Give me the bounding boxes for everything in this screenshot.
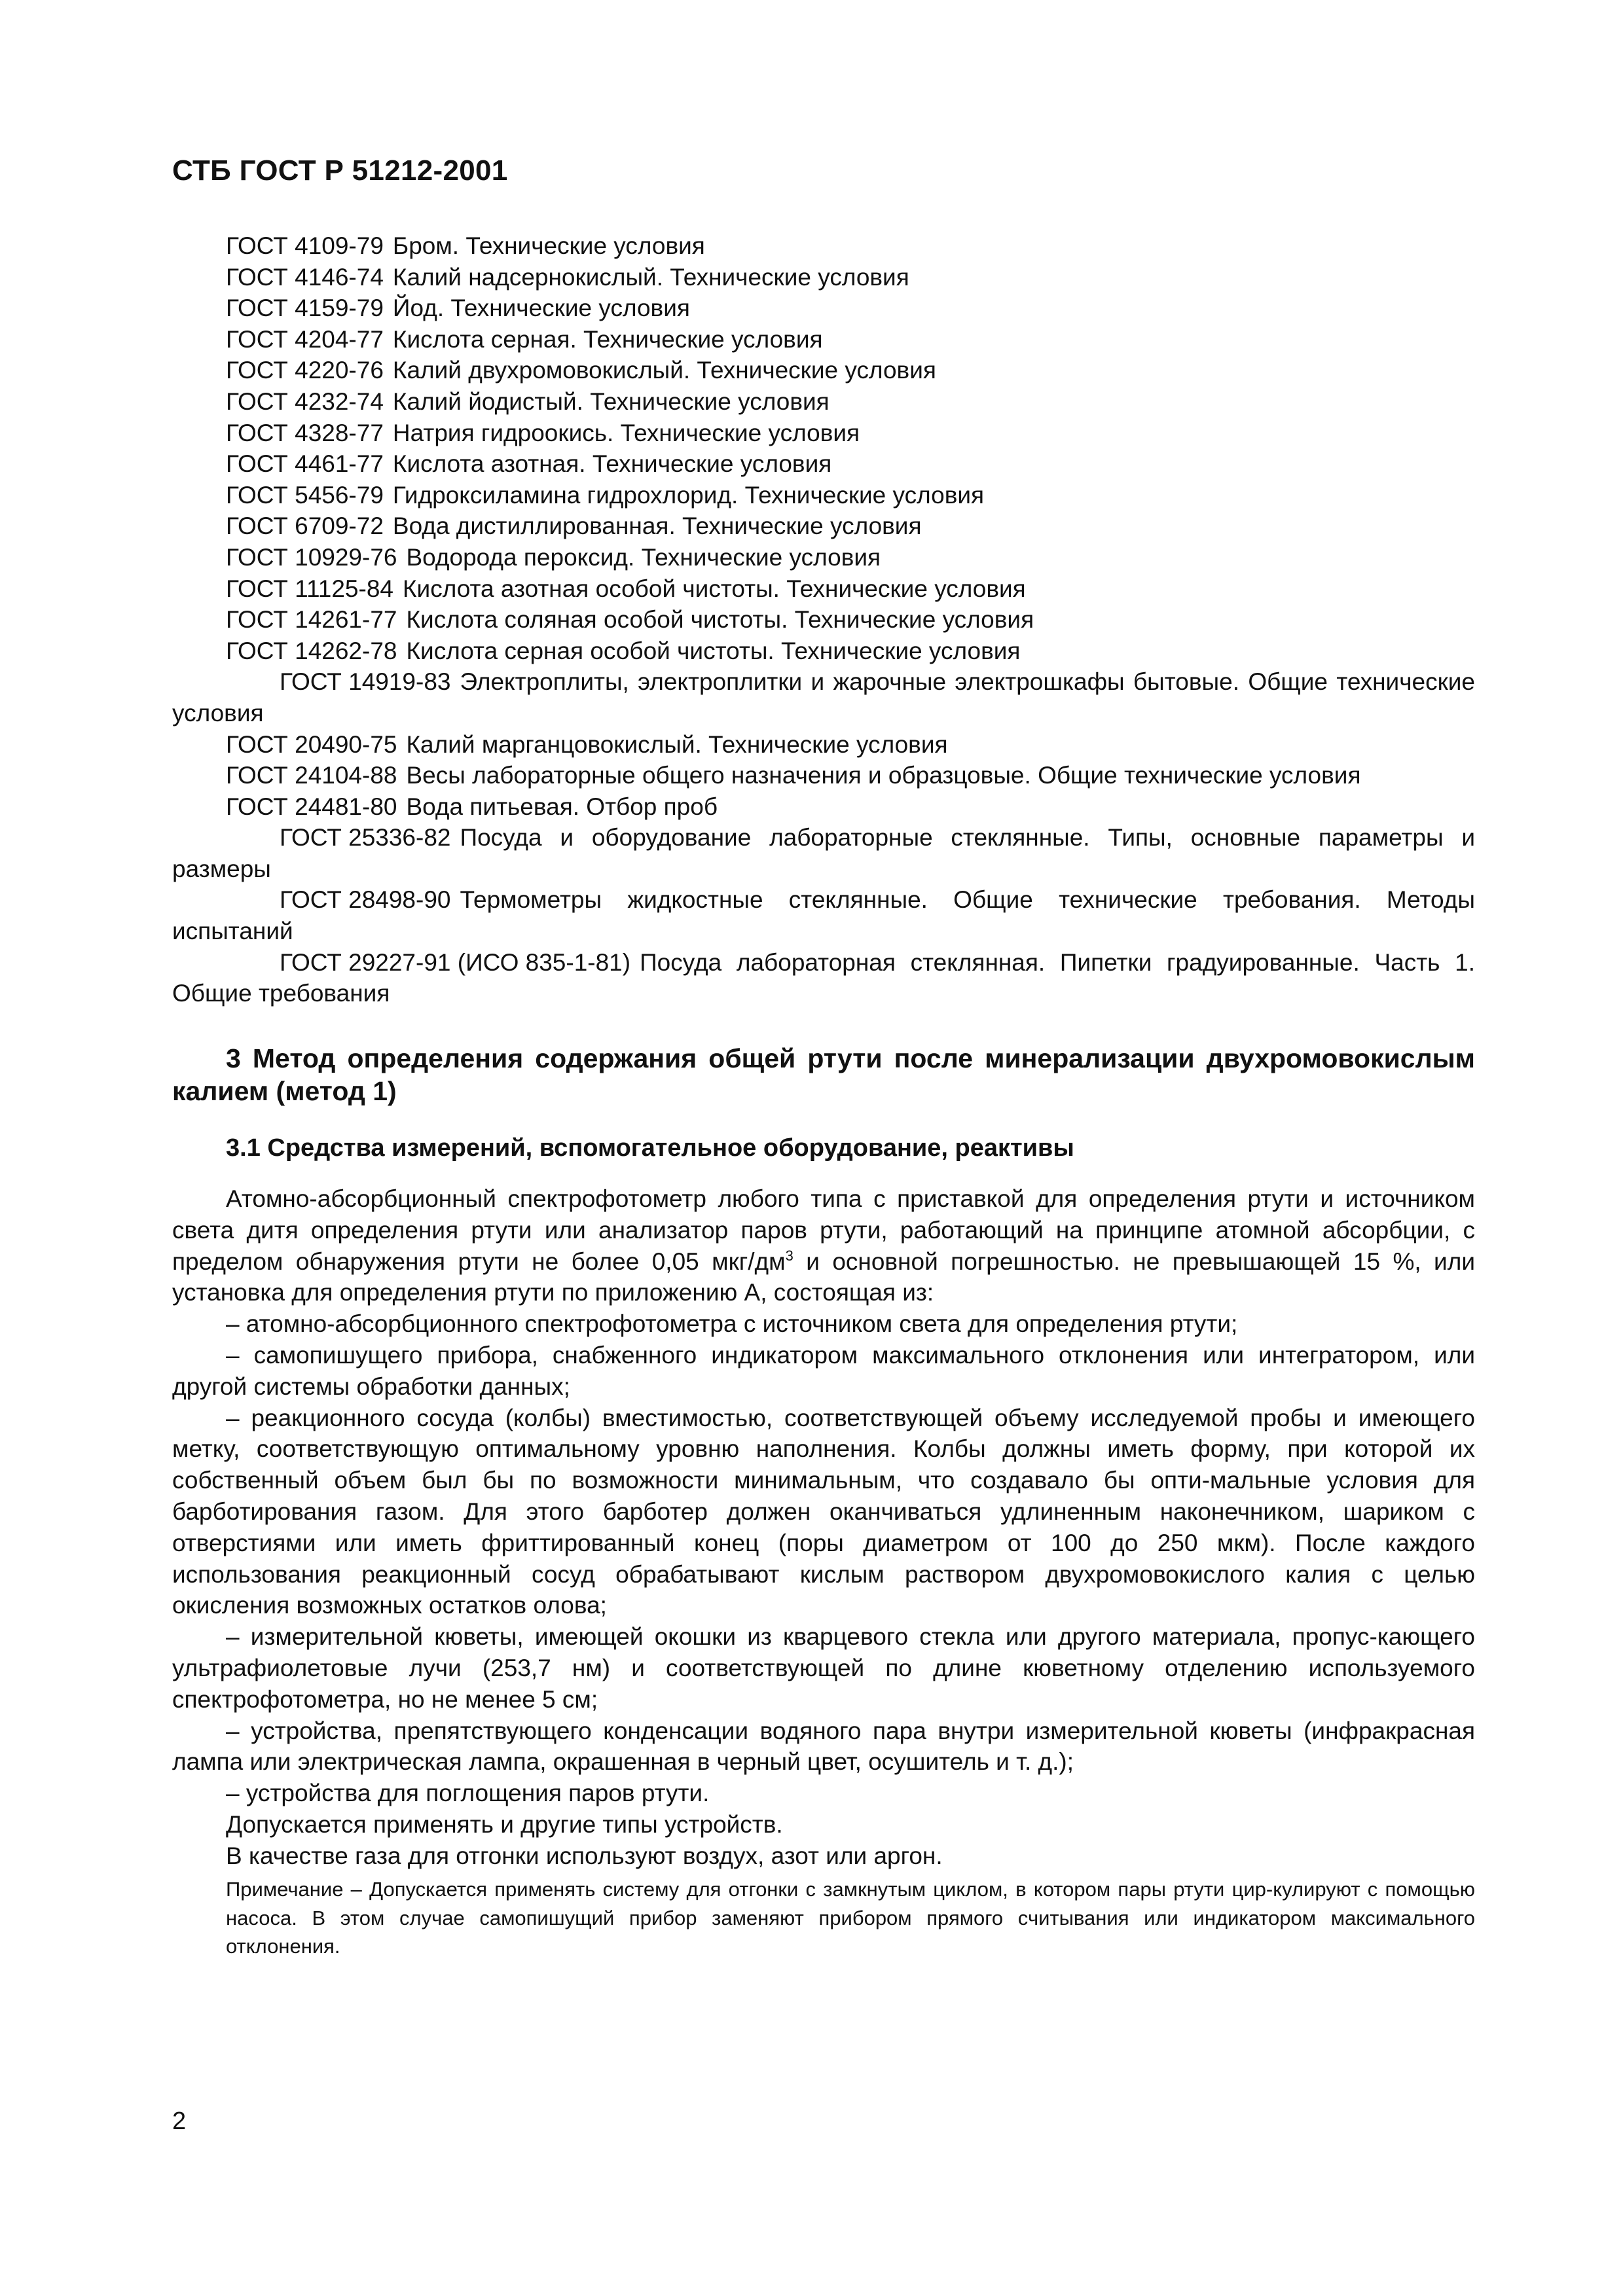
equipment-item: – устройства для поглощения паров ртути. (226, 1780, 710, 1807)
reference-title: Кислота серная особой чистоты. Технические условия (406, 637, 1021, 664)
reference-title: Кислота серная. Технические условия (392, 325, 823, 353)
reference-item (172, 791, 1475, 823)
closing-paragraph: Допускается применять и другие типы устройств. (226, 1810, 783, 1838)
reference-title: Бром. Технические условия (392, 232, 705, 259)
reference-title: Калий марганцовокислый. Технические условия (406, 730, 948, 758)
reference-title: Посуда и оборудование лабораторные стеклянные. Типы, основные параметры и размеры (172, 824, 1475, 882)
subsection-heading: 3.1 Средства измерений, вспомогательное оборудование, реактивы (226, 1134, 1074, 1162)
reference-code: ГОСТ 24104-88 (226, 762, 397, 789)
reference-item (172, 448, 1475, 480)
reference-title: Кислота соляная особой чистоты. Технические условия (406, 606, 1034, 634)
reference-code: ГОСТ 24481-80 (226, 793, 397, 820)
unit-superscript: 3 (785, 1247, 793, 1264)
reference-title: Кислота азотная. Технические условия (392, 450, 832, 478)
reference-code: ГОСТ 10929-76 (226, 543, 397, 571)
reference-code: ГОСТ 4328-77 (226, 419, 384, 446)
reference-item (172, 884, 1475, 946)
intro-paragraph (172, 1183, 1475, 1308)
reference-title: Электроплиты, электроплитки и жарочные электрошкафы бытовые. Общие технические условия (172, 668, 1475, 726)
reference-item (172, 511, 1475, 542)
reference-code: ГОСТ 6709-72 (226, 512, 384, 540)
reference-code: ГОСТ 14262-78 (226, 637, 397, 664)
reference-title: Вода питьевая. Отбор проб (406, 793, 718, 820)
intro-text-continued: и основной погрешностью. не превышающей 15 %, или установка для определения ртути по приложению А, состоящая из: (172, 1247, 1475, 1306)
reference-item (172, 636, 1475, 667)
reference-item (172, 604, 1475, 636)
closing-paragraph: В качестве газа для отгонки используют воздух, азот или аргон. (226, 1842, 943, 1869)
reference-code: ГОСТ 4146-74 (226, 263, 384, 291)
reference-title: Калий двухромовокислый. Технические условия (392, 357, 936, 384)
reference-code: ГОСТ 4461-77 (226, 450, 384, 478)
document-header: СТБ ГОСТ Р 51212-2001 (172, 154, 508, 187)
reference-title: Натрия гидроокись. Технические условия (392, 419, 860, 446)
reference-title: Водорода пероксид. Технические условия (406, 543, 881, 571)
reference-title: Калий надсернокислый. Технические условия (392, 263, 909, 291)
reference-item (172, 386, 1475, 418)
reference-code: ГОСТ 4159-79 (226, 295, 384, 322)
section-body (172, 1183, 1475, 1872)
reference-title: Кислота азотная особой чистоты. Технические условия (402, 575, 1026, 602)
reference-title: Термометры жидкостные стеклянные. Общие технические требования. Методы испытаний (172, 886, 1475, 945)
reference-item (172, 729, 1475, 761)
reference-item (172, 418, 1475, 449)
reference-item (172, 293, 1475, 324)
reference-code: ГОСТ 25336-82 (280, 824, 451, 852)
equipment-item: – самопишущего прибора, снабженного индикатором максимального отклонения или интегратором, или другой системы обработки данных; (172, 1341, 1475, 1400)
reference-title: Вода дистиллированная. Технические условия (392, 512, 922, 540)
equipment-item: – измерительной кюветы, имеющей окошки из кварцевого стекла или другого материала, пропус-кающего ультрафиолетовые лучи (253,7 нм) и соответствующей по длине кюветному отделению используемого спектрофотометра, но не менее 5 см; (172, 1623, 1475, 1713)
equipment-item: – реакционного сосуда (колбы) вместимостью, соответствующей объему исследуемой пробы и имеющего метку, соответствующую оптимальному уровню наполнения. Колбы должны иметь форму, при которой их собственный объем был бы по возможности минимальным, что создавало бы опти-мальные условия для барботирования газом. Для этого барботер должен оканчиваться удлиненным наконечником, шариком с отверстиями или иметь фриттированный конец (поры диаметром от 100 до 250 мкм). После каждого использования реакционный сосуд обрабатывают кислым раствором двухромовокислого калия с целью окисления возможных остатков олова; (172, 1404, 1475, 1619)
reference-code: ГОСТ 4232-74 (226, 387, 384, 415)
reference-code: ГОСТ 4109-79 (226, 232, 384, 259)
reference-item (172, 324, 1475, 355)
reference-item (172, 480, 1475, 511)
page-number: 2 (172, 2108, 187, 2135)
reference-title: Весы лабораторные общего назначения и образцовые. Общие технические условия (406, 762, 1361, 789)
reference-code: ГОСТ 28498-90 (280, 886, 451, 914)
reference-item (172, 262, 1475, 293)
reference-code: ГОСТ 5456-79 (226, 481, 384, 509)
normative-references-list (172, 230, 1475, 1009)
reference-item (172, 760, 1475, 791)
equipment-item: – устройства, препятствующего конденсации водяного пара внутри измерительной кюветы (инфракрасная лампа или электрическая лампа, окрашенная в черный цвет, осушитель и т. д.); (172, 1717, 1475, 1776)
reference-item (172, 947, 1475, 1009)
reference-title: Посуда лабораторная стеклянная. Пипетки градуированные. Часть 1. Общие требования (172, 948, 1475, 1007)
reference-code: ГОСТ 14261-77 (226, 606, 397, 634)
reference-item (172, 666, 1475, 728)
reference-code: ГОСТ 11125-84 (226, 575, 393, 602)
reference-code: ГОСТ 20490-75 (226, 730, 397, 758)
reference-code: ГОСТ 29227-91 (ИСО 835-1-81) (280, 948, 631, 976)
reference-item (172, 822, 1475, 884)
reference-item (172, 542, 1475, 573)
reference-title: Йод. Технические условия (392, 295, 690, 322)
reference-code: ГОСТ 14919-83 (280, 668, 451, 696)
note-paragraph: Примечание – Допускается применять систему для отгонки с замкнутым циклом, в котором пары ртути цир-кулируют с помощью насоса. В этом случае самопишущий прибор заменяют прибором прямого считывания или индикатором максимального отклонения. (226, 1878, 1475, 1958)
reference-title: Гидроксиламина гидрохлорид. Технические условия (392, 481, 985, 509)
intro-text: Атомно-абсорбционный спектрофотометр любого типа с приставкой для определения ртути и источником света дитя определения ртути или анализатор паров ртути, работающий на принципе атомной абсорбции, с пределом обнаружения ртути не более 0,05 мкг/дм (172, 1185, 1475, 1275)
reference-code: ГОСТ 4204-77 (226, 325, 384, 353)
reference-item (172, 230, 1475, 262)
section-heading: 3 Метод определения содержания общей ртути после минерализации двухромовокислым калием (метод 1) (172, 1043, 1475, 1106)
reference-item (172, 573, 1475, 605)
equipment-item: – атомно-абсорбционного спектрофотометра с источником света для определения ртути; (226, 1310, 1238, 1338)
reference-item (172, 355, 1475, 386)
reference-code: ГОСТ 4220-76 (226, 357, 384, 384)
reference-title: Калий йодистый. Технические условия (392, 387, 830, 415)
